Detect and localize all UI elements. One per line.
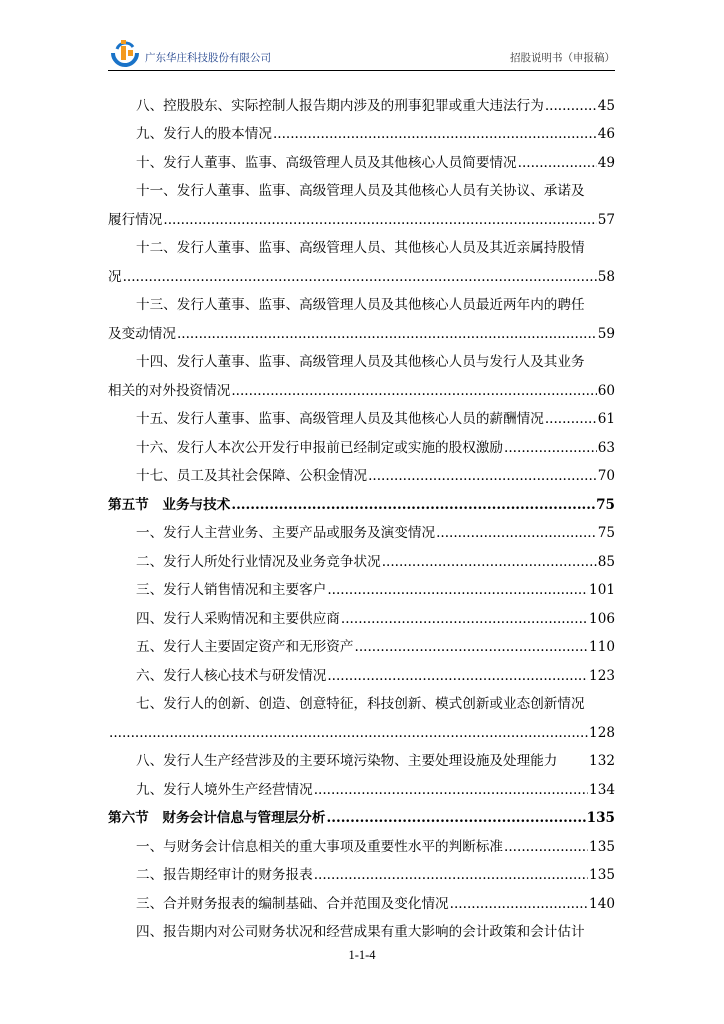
- dot-leader: [231, 496, 595, 514]
- toc-entry-title: 八、发行人生产经营涉及的主要环境污染物、主要处理设施及处理能力: [136, 753, 558, 769]
- toc-entry-page: 75: [597, 525, 615, 541]
- toc-entry-title: 十一、发行人董事、监事、高级管理人员及其他核心人员有关协议、承诺及: [136, 183, 585, 199]
- toc-entry-page: 106: [589, 610, 615, 627]
- toc-entry-title: 六、发行人核心技术与研发情况: [136, 667, 327, 684]
- toc-entry-page: 123: [589, 667, 615, 684]
- toc-entry-title: 七、发行人的创新、创造、创意特征，科技创新、模式创新或业态创新情况: [136, 696, 585, 712]
- toc-entry-title: 十七、员工及其社会保障、公积金情况: [136, 468, 368, 484]
- toc-entry[interactable]: [108, 457, 615, 486]
- toc-entry-page: 57: [597, 211, 615, 228]
- toc-entry-page: 49: [597, 154, 615, 171]
- header-rule: [108, 70, 615, 71]
- toc-entry[interactable]: [108, 86, 615, 115]
- toc-entry[interactable]: [108, 229, 615, 286]
- toc-entry[interactable]: [108, 172, 615, 229]
- toc-entry-title: 八、控股股东、实际控制人报告期内涉及的刑事犯罪或重大违法行为: [136, 97, 544, 114]
- dot-leader: [314, 781, 588, 799]
- toc-entry-title: 九、发行人境外生产经营情况: [136, 781, 313, 798]
- dot-leader: [163, 211, 596, 229]
- toc-entry-title: 五、发行人主要固定资产和无形资产: [136, 639, 354, 655]
- page-number: 1-1-4: [348, 948, 376, 962]
- toc-entry[interactable]: [108, 400, 615, 429]
- toc-entry[interactable]: [108, 742, 615, 771]
- dot-leader: [436, 524, 597, 542]
- dot-leader: [327, 809, 586, 827]
- toc-entry-page: 60: [597, 382, 615, 399]
- toc-entry-page: 45: [597, 97, 615, 114]
- toc-entry-page: 75: [596, 496, 615, 513]
- company-name: 广东华庄科技股份有限公司: [145, 52, 271, 64]
- dot-leader: [450, 895, 588, 913]
- company-logo-icon: [108, 36, 142, 70]
- toc-entry-title: 十二、发行人董事、监事、高级管理人员、其他核心人员及其近亲属持股情: [136, 240, 585, 256]
- toc-entry-page: 61: [597, 411, 615, 427]
- toc-entry[interactable]: [108, 827, 615, 856]
- toc-entry-title: 三、合并财务报表的编制基础、合并范围及变化情况: [136, 895, 449, 912]
- toc-entry-page: 59: [597, 325, 615, 342]
- toc-entry[interactable]: [108, 542, 615, 571]
- toc-entry-title-cont: 履行情况: [108, 211, 163, 228]
- toc-entry-page: 128: [589, 724, 615, 741]
- toc-entry-page: 135: [586, 810, 615, 826]
- dot-leader: [123, 268, 597, 286]
- toc-entry-page: 46: [597, 126, 615, 142]
- toc-entry-title: 三、发行人销售情况和主要客户: [136, 582, 327, 598]
- dot-leader: [327, 667, 588, 685]
- dot-leader: [327, 581, 588, 599]
- toc-entry-title: 二、发行人所处行业情况及业务竞争状况: [136, 553, 381, 570]
- toc-entry-page: 140: [589, 895, 615, 912]
- table-of-contents: [108, 86, 615, 941]
- toc-entry-page: 135: [589, 867, 615, 883]
- toc-entry[interactable]: [108, 770, 615, 799]
- toc-entry-page: 110: [589, 639, 615, 655]
- toc-entry: [108, 913, 615, 942]
- toc-entry-title: 十六、发行人本次公开发行申报前已经制定或实施的股权激励: [136, 439, 504, 456]
- toc-entry-page: 85: [597, 553, 615, 570]
- toc-entry-title: 一、与财务会计信息相关的重大事项及重要性水平的判断标准: [136, 838, 504, 855]
- toc-entry-title-cont: 及变动情况: [108, 325, 176, 342]
- toc-section[interactable]: [108, 485, 615, 514]
- toc-entry[interactable]: [108, 628, 615, 657]
- toc-entry[interactable]: [108, 286, 615, 343]
- toc-entry[interactable]: [108, 428, 615, 457]
- toc-entry-page: 63: [597, 439, 615, 456]
- dot-leader: [545, 410, 597, 428]
- dot-leader: [382, 553, 597, 571]
- toc-entry[interactable]: [108, 856, 615, 885]
- toc-entry-page: 101: [589, 582, 615, 598]
- toc-entry[interactable]: [108, 656, 615, 685]
- toc-entry-title: 十、发行人董事、监事、高级管理人员及其他核心人员简要情况: [136, 154, 517, 171]
- toc-entry-title: 九、发行人的股本情况: [136, 126, 272, 142]
- toc-entry-title: 四、报告期内对公司财务状况和经营成果有重大影响的会计政策和会计估计: [136, 924, 585, 940]
- toc-entry[interactable]: [108, 514, 615, 543]
- dot-leader: [504, 439, 597, 457]
- toc-entry-title: 第五节 业务与技术: [108, 496, 231, 513]
- toc-entry-title-cont: 况: [108, 268, 122, 285]
- toc-entry-title: 第六节 财务会计信息与管理层分析: [108, 810, 326, 826]
- toc-entry-title: 二、报告期经审计的财务报表: [136, 867, 313, 883]
- dot-leader: [314, 866, 588, 884]
- dot-leader: [109, 724, 588, 742]
- toc-entry-title: 十五、发行人董事、监事、高级管理人员及其他核心人员的薪酬情况: [136, 411, 544, 427]
- toc-entry[interactable]: [108, 599, 615, 628]
- toc-entry[interactable]: [108, 115, 615, 144]
- toc-entry-title: 十三、发行人董事、监事、高级管理人员及其他核心人员最近两年内的聘任: [136, 297, 585, 313]
- toc-entry-page: 132: [589, 753, 615, 769]
- toc-entry-title: 四、发行人采购情况和主要供应商: [136, 610, 340, 627]
- toc-entry[interactable]: [108, 685, 615, 742]
- toc-entry-page: 134: [589, 781, 615, 798]
- toc-entry-title: 一、发行人主营业务、主要产品或服务及演变情况: [136, 525, 436, 541]
- toc-entry[interactable]: [108, 571, 615, 600]
- toc-entry[interactable]: [108, 884, 615, 913]
- dot-leader: [273, 125, 597, 143]
- dot-leader: [545, 97, 597, 115]
- toc-entry-page: 70: [597, 468, 615, 484]
- toc-entry-title: 十四、发行人董事、监事、高级管理人员及其他核心人员与发行人及其业务: [136, 354, 585, 370]
- toc-entry-page: 58: [597, 268, 615, 285]
- dot-leader: [355, 638, 589, 656]
- dot-leader: [231, 382, 596, 400]
- toc-entry[interactable]: [108, 143, 615, 172]
- toc-section[interactable]: [108, 799, 615, 828]
- dot-leader: [368, 467, 597, 485]
- dot-leader: [504, 838, 588, 856]
- page-header: [108, 36, 615, 70]
- toc-entry[interactable]: [108, 343, 615, 400]
- document-title: 招股说明书（申报稿）: [510, 52, 615, 64]
- toc-entry-title-cont: 相关的对外投资情况: [108, 382, 231, 399]
- toc-entry-page: 135: [589, 838, 615, 855]
- dot-leader: [177, 325, 597, 343]
- dot-leader: [518, 154, 597, 172]
- dot-leader: [341, 610, 588, 628]
